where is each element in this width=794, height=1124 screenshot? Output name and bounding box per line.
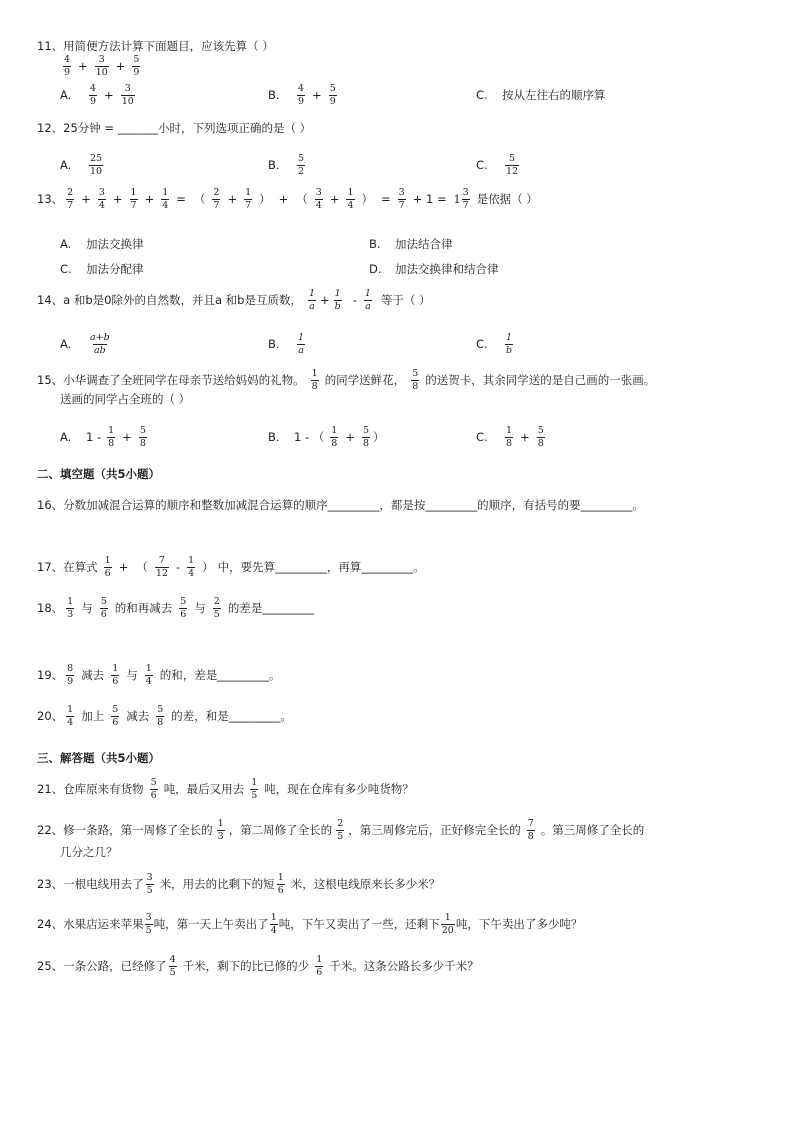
fraction: $\frac{5}{9}$ [133,54,140,78]
fraction: $\frac{1}{6}$ [277,872,284,896]
question-19: 19、 $\frac{8}{9}$ 减去 $\frac{1}{6}$ 与 $\frac{1}{4}$ 的和，差是_________。 [37,663,281,687]
fraction: $\frac{8}{9}$ [67,663,74,687]
fraction: $\frac{1}{4}$ [162,187,169,211]
question-11-expression: $\frac{4}{9}$ + $\frac{3}{10}$ + $\frac{5}{9}$ [64,54,140,78]
option-13d[interactable]: D. 加法交换律和结合律 [369,262,499,276]
option-11a[interactable]: A. $\frac{4}{9}$ + $\frac{3}{10}$ [60,83,134,107]
fraction: $\frac{5}{9}$ [329,83,336,107]
fraction: $\frac{2}{5}$ [337,818,344,842]
fraction: $\frac{3}{7}$ [462,187,469,211]
fraction: $\frac{3}{5}$ [145,912,152,936]
option-14a[interactable]: A. $\frac{a+b}{ab}$ [60,332,110,356]
fraction: $\frac{4}{9}$ [90,83,97,107]
fraction: $\frac{1}{4}$ [145,663,152,687]
fraction: $\frac{5}{8}$ [157,704,164,728]
fraction: $\frac{4}{9}$ [298,83,305,107]
fraction: $\frac{5}{6}$ [100,596,107,620]
fraction: $\frac{3}{4}$ [98,187,105,211]
fraction: $\frac{5}{8}$ [362,425,370,449]
option-11c[interactable]: C. 按从左往右的顺序算 [476,88,606,102]
option-15b[interactable]: B. 1 - （ $\frac{1}{8}$ + $\frac{5}{8}$ ） [268,425,385,449]
option-15a[interactable]: A. 1 - $\frac{1}{8}$ + $\frac{5}{8}$ [60,425,146,449]
question-22-line2: 几分之几？ [60,845,118,859]
section-heading-fill-in: 二、填空题（共5小题） [37,467,161,481]
question-24: 24、水果店运来苹果 $\frac{3}{5}$ 吨，第一天上午卖出了 $\frac{1}{4}$ 吨，下午又卖出了一些，还剩下 $\frac{1}{20}$ 吨，下午卖出了多少吨？ [37,912,583,936]
fraction: $\frac{1}{20}$ [441,912,454,936]
option-13a[interactable]: A. 加法交换律 [60,237,144,251]
fraction: $\frac{1}{7}$ [245,187,252,211]
fraction: $\frac{2}{7}$ [213,187,220,211]
fraction: $\frac{5}{8}$ [412,368,419,392]
fraction: $\frac{5}{12}$ [506,153,519,177]
fraction: $\frac{1}{6}$ [112,663,119,687]
question-23: 23、一根电线用去了 $\frac{3}{5}$ 米，用去的比剩下的短 $\frac{1}{6}$ 米，这根电线原来长多少米？ [37,872,441,896]
fraction: $\frac{5}{6}$ [150,777,157,801]
fraction: $\frac{3}{5}$ [146,872,153,896]
option-11b[interactable]: B. $\frac{4}{9}$ + $\frac{5}{9}$ [268,83,336,107]
question-22: 22、修一条路，第一周修了全长的 $\frac{1}{3}$ ，第二周修了全长的 $\frac{2}{5}$ ，第三周修完后，正好修完全长的 $\frac{7}{8}$ 。第三周修了全长的 [37,818,645,842]
option-12c[interactable]: C. $\frac{5}{12}$ [476,153,519,177]
fraction: $\frac{4}{9}$ [64,54,71,78]
question-16: 16、分数加减混合运算的顺序和整数加减混合运算的顺序_________，都是按_________的顺序，有括号的要_________。 [37,498,644,512]
question-25: 25、一条公路，已经修了 $\frac{4}{5}$ 千米，剩下的比已修的少 $\frac{1}{6}$ 千米。这条公路长多少千米？ [37,954,479,978]
fraction: $\frac{1}{b}$ [334,288,341,312]
option-13c[interactable]: C. 加法分配律 [60,262,144,276]
section-heading-solve: 三、解答题（共5小题） [37,751,161,765]
fraction: $\frac{1}{4}$ [67,704,74,728]
question-18: 18、 $\frac{1}{3}$ 与 $\frac{5}{6}$ 的和再减去 $\frac{5}{6}$ 与 $\frac{2}{5}$ 的差是_________ [37,596,315,620]
option-15c[interactable]: C. $\frac{1}{8}$ + $\frac{5}{8}$ [476,425,544,449]
fraction: $\frac{3}{7}$ [398,187,405,211]
fraction: $\frac{1}{4}$ [188,555,195,579]
question-15-line2: 送画的同学占全班的（ ） [60,392,191,406]
question-13-stem: 13、 $\frac{2}{7}$ + $\frac{3}{4}$ + $\frac{1}{7}$ + $\frac{1}{4}$ = （ $\frac{2}{7}$ + $\frac{1}{7}$ ） + （ $\frac{3}{4}$ + $\frac{1}{4}$ ） = $\frac{3}{7}$ + 1 = 1 $\frac{3}{7}$ 是依据（ ） [37,187,538,211]
question-11-stem: 11、用简便方法计算下面题目，应该先算（ ） [37,39,274,53]
fraction: $\frac{2}{5}$ [213,596,220,620]
fraction: $\frac{1}{a}$ [364,288,371,312]
fraction: $\frac{1}{7}$ [130,187,137,211]
fraction: $\frac{1}{6}$ [104,555,111,579]
fraction: $\frac{1}{b}$ [506,332,513,356]
fraction: $\frac{a+b}{ab}$ [90,332,110,356]
fraction: $\frac{3}{10}$ [95,54,108,78]
fraction: $\frac{1}{a}$ [308,288,315,312]
fraction: $\frac{1}{5}$ [251,777,258,801]
mixed-number: 1 $\frac{3}{7}$ [453,187,469,211]
fraction: $\frac{5}{8}$ [139,425,146,449]
fraction: $\frac{1}{8}$ [506,425,513,449]
fraction: $\frac{1}{a}$ [298,332,305,356]
fraction: $\frac{3}{10}$ [121,83,134,107]
fraction: $\frac{1}{8}$ [108,425,115,449]
fraction: $\frac{1}{4}$ [347,187,354,211]
option-14c[interactable]: C. $\frac{1}{b}$ [476,332,513,356]
fraction: $\frac{3}{4}$ [315,187,322,211]
fraction: $\frac{4}{5}$ [169,954,176,978]
fraction: $\frac{25}{10}$ [90,153,103,177]
fraction: $\frac{1}{8}$ [311,368,318,392]
question-12-stem: 12、25分钟 = _______小时，下列选项正确的是（ ） [37,121,312,135]
fraction: $\frac{7}{8}$ [527,818,534,842]
fraction: $\frac{1}{3}$ [217,818,224,842]
fraction: $\frac{1}{4}$ [270,912,277,936]
option-14b[interactable]: B. $\frac{1}{a}$ [268,332,305,356]
fraction: $\frac{1}{8}$ [331,425,338,449]
fraction: $\frac{5}{6}$ [180,596,187,620]
option-13b[interactable]: B. 加法结合律 [369,237,453,251]
option-12b[interactable]: B. $\frac{5}{2}$ [268,153,305,177]
question-17: 17、在算式 $\frac{1}{6}$ + （ $\frac{7}{12}$ - $\frac{1}{4}$ ） 中，要先算_________，再算_________。 [37,555,425,579]
question-15-stem: 15、小华调查了全班同学在母亲节送给妈妈的礼物。 $\frac{1}{8}$ 的同学送鲜花， $\frac{5}{8}$ 的送贺卡，其余同学送的是自己画的一张画。 [37,368,656,392]
fraction: $\frac{5}{8}$ [537,425,544,449]
fraction: $\frac{1}{3}$ [67,596,74,620]
question-20: 20、 $\frac{1}{4}$ 加上 $\frac{5}{6}$ 减去 $\frac{5}{8}$ 的差，和是_________。 [37,704,293,728]
option-12a[interactable]: A. $\frac{25}{10}$ [60,153,103,177]
question-21: 21、仓库原来有货物 $\frac{5}{6}$ 吨，最后又用去 $\frac{1}{5}$ 吨，现在仓库有多少吨货物？ [37,777,414,801]
fraction: $\frac{2}{7}$ [67,187,74,211]
question-14-stem: 14、a 和b是0除外的自然数，并且a 和b是互质数， $\frac{1}{a}$ + $\frac{1}{b}$ - $\frac{1}{a}$ 等于（ ） [37,288,431,312]
fraction: $\frac{5}{2}$ [298,153,305,177]
fraction: $\frac{5}{6}$ [112,704,119,728]
fraction: $\frac{7}{12}$ [155,555,168,579]
fraction: $\frac{1}{6}$ [316,954,323,978]
